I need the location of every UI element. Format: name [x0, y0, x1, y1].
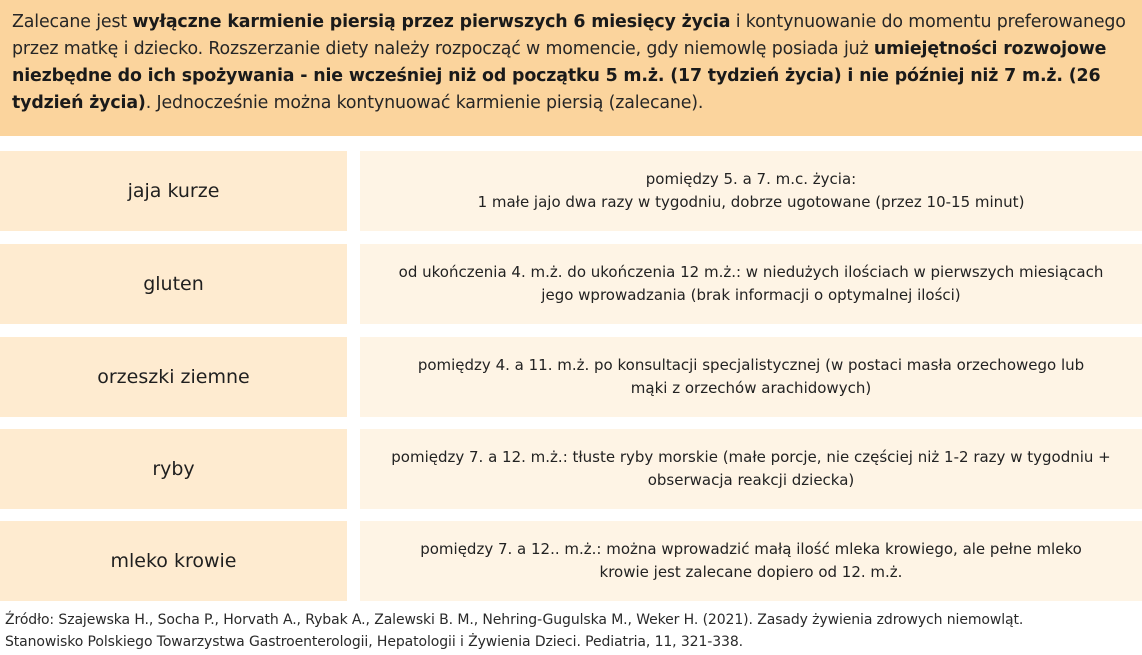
description-line: pomiędzy 7. a 12. m.ż.: tłuste ryby morskie (małe porcje, nie częściej niż 1-2 razy w tygodniu +	[391, 448, 1111, 466]
intro-text-2: i kontynuowanie do momentu preferowanego przez matkę i dziecko. Rozszerzanie diety należy rozpocząć w momencie, gdy niemowlę posiada już	[12, 12, 1126, 59]
table-row-eggs	[0, 151, 1142, 231]
food-description	[360, 521, 1142, 601]
description-line: krowie jest zalecane dopiero od 12. m.ż.	[599, 563, 903, 581]
description-line: jego wprowadzania (brak informacji o optymalnej ilości)	[541, 286, 961, 304]
description-line: pomiędzy 4. a 11. m.ż. po konsultacji specjalistycznej (w postaci masła orzechowego lub	[417, 356, 1085, 374]
source-line: Stanowisko Polskiego Towarzystwa Gastroenterologii, Hepatologii i Żywienia Dzieci. Pediatria, 11, 321-338.	[5, 634, 744, 650]
table-row-gluten	[0, 244, 1142, 324]
food-description	[360, 151, 1142, 231]
description-line: pomiędzy 7. a 12.. m.ż.: można wprowadzić małą ilość mleka krowiego, ale pełne mleko	[420, 540, 1082, 558]
table-row-peanuts	[0, 337, 1142, 417]
description-line: obserwacja reakcji dziecka)	[647, 471, 855, 489]
description-line: pomiędzy 5. a 7. m.c. życia:	[645, 170, 857, 188]
food-description	[360, 337, 1142, 417]
source-citation	[5, 609, 1135, 653]
food-description	[360, 244, 1142, 324]
intro-text-1: Zalecane jest	[12, 12, 133, 32]
food-label: orzeszki ziemne	[0, 337, 347, 417]
description-line: 1 małe jajo dwa razy w tygodniu, dobrze ugotowane (przez 10-15 minut)	[477, 193, 1025, 211]
intro-bold-1: wyłączne karmienie piersią przez pierwszych 6 miesięcy życia	[132, 12, 731, 32]
food-label: gluten	[0, 244, 347, 324]
food-description	[360, 429, 1142, 509]
food-label: ryby	[0, 429, 347, 509]
table-row-fish	[0, 429, 1142, 509]
food-label: jaja kurze	[0, 151, 347, 231]
intro-box	[0, 0, 1142, 136]
source-line: Źródło: Szajewska H., Socha P., Horvath A., Rybak A., Zalewski B. M., Nehring-Gugulska M., Weker H. (2021). Zasady żywienia zdrowych niemowląt.	[5, 612, 1024, 628]
description-line: mąki z orzechów arachidowych)	[630, 379, 872, 397]
food-label: mleko krowie	[0, 521, 347, 601]
intro-bold-2: umiejętności rozwojowe niezbędne do ich spożywania - nie wcześniej niż od początku 5 m.ż. (17 tydzień życia) i nie później niż 7 m.ż. (26 tydzień życia)	[12, 39, 1107, 113]
table-row-cow-milk	[0, 521, 1142, 601]
description-line: od ukończenia 4. m.ż. do ukończenia 12 m.ż.: w niedużych ilościach w pierwszych miesiącach	[398, 263, 1104, 281]
intro-text-3: . Jednocześnie można kontynuować karmienie piersią (zalecane).	[145, 93, 704, 113]
